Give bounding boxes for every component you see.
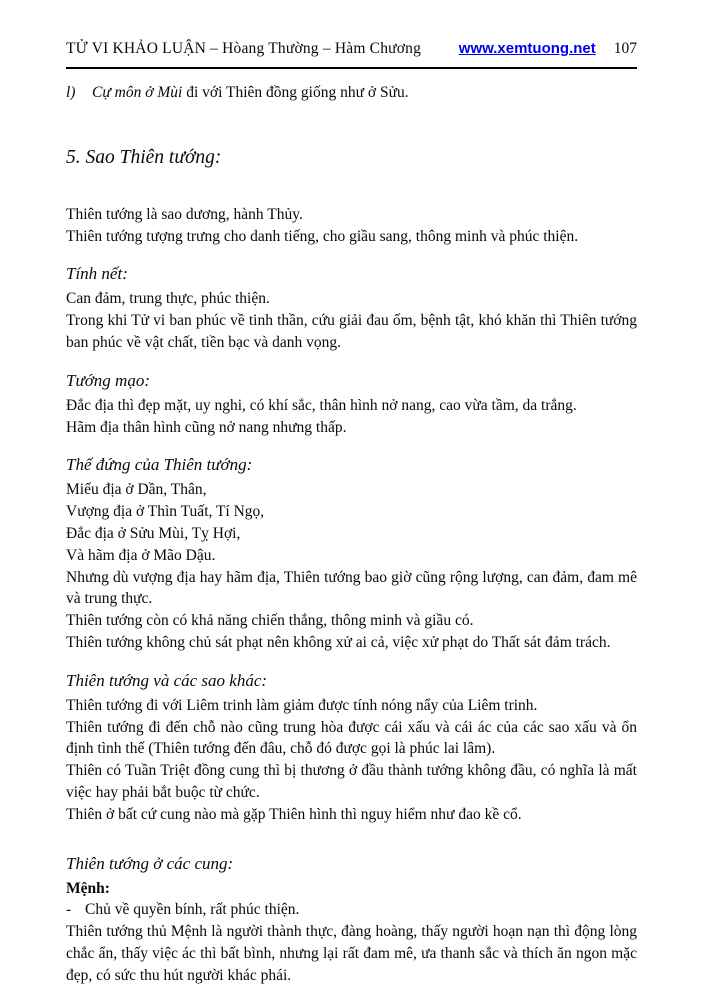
the-dung-line-6: Thiên tướng không chủ sát phạt nên không xử ai cả, việc xử phạt do Thất sát đảm trách.: [66, 633, 611, 651]
intro-line-2: Thiên tướng tượng trưng cho danh tiếng, cho giầu sang, thông minh và phúc thiện.: [66, 227, 579, 245]
list-item-normal-text: đi với Thiên đồng giống như ở Sửu.: [182, 84, 409, 101]
section-heading-cac-sao-khac: Thiên tướng và các sao khác:: [66, 670, 268, 690]
section-tuong-mao: [66, 369, 637, 439]
the-dung-line-3: Đắc địa ở Sửu Mùi, Tỵ Hợi,: [66, 524, 241, 542]
the-dung-line-2: Vượng địa ở Thìn Tuất, Tí Ngọ,: [66, 503, 265, 521]
list-item-text: [92, 82, 409, 104]
tuong-mao-line-2: Hãm địa thân hình cũng nở nang nhưng thấp.: [66, 418, 347, 436]
header-divider: [66, 67, 637, 69]
cac-sao-khac-paragraph-1: Thiên tướng đi đến chỗ nào cũng trung hòa được cái xấu và cái ác của các sao xấu và ổn định tình thế (Thiên tướng đến đâu, chỗ đó được gọi là phúc lai lâm).: [66, 718, 637, 758]
section-heading-tinh-net: Tính nết:: [66, 264, 128, 284]
intro-section: [66, 204, 637, 248]
section-tinh-net: [66, 262, 637, 353]
intro-line-1: Thiên tướng là sao dương, hành Thủy.: [66, 205, 303, 223]
main-heading: 5. Sao Thiên tướng:: [66, 146, 222, 168]
cac-sao-khac-line-2: Thiên ở bất cứ cung nào mà gặp Thiên hình thì nguy hiểm như đao kề cổ.: [66, 805, 522, 823]
section-cac-cung: [66, 852, 637, 987]
tuong-mao-line-1: Đắc địa thì đẹp mặt, uy nghi, có khí sắc, thân hình nở nang, cao vừa tầm, da trắng.: [66, 396, 577, 414]
section-heading-tuong-mao: Tướng mạo:: [66, 370, 150, 390]
menh-paragraph: Thiên tướng thủ Mệnh là người thành thực, đàng hoàng, thấy người hoạn nạn thì động lòng chắc ẩn, thấy việc ác thì bất bình, nhưng lại rất đam mê, ưa thanh sắc và thích ăn ngon mặc đẹp, có sức thu hút người khác phái.: [66, 923, 637, 984]
list-item-marker: l): [66, 84, 76, 101]
the-dung-line-1: Miếu địa ở Dần, Thân,: [66, 481, 207, 499]
the-dung-line-4: Và hãm địa ở Mão Dậu.: [66, 546, 216, 564]
cac-sao-khac-paragraph-2: Thiên có Tuần Triệt đồng cung thì bị thương ở đầu thành tướng không đầu, có nghĩa là mất việc hay phải bắt buộc từ chức.: [66, 762, 637, 801]
tinh-net-paragraph: Trong khi Tử vi ban phúc về tinh thần, cứu giải đau ốm, bệnh tật, khó khăn thì Thiên tướng ban phúc về vật chất, tiền bạc và danh vọng.: [66, 312, 637, 351]
page-number: 107: [613, 40, 637, 57]
website-link[interactable]: www.xemtuong.net: [458, 40, 596, 57]
section-cac-sao-khac: [66, 669, 637, 826]
list-item-italic-lead: Cự môn ở Mùi: [92, 84, 183, 101]
page-header: [66, 40, 637, 58]
dash-marker: -: [66, 901, 72, 919]
section-heading-the-dung: Thế đứng của Thiên tướng:: [66, 455, 253, 475]
section-heading-cac-cung: Thiên tướng ở các cung:: [66, 853, 234, 873]
menh-bullet: [66, 899, 637, 921]
section-the-dung: [66, 453, 637, 653]
list-item-l: [66, 82, 637, 104]
the-dung-line-5: Thiên tướng còn có khả năng chiến thắng, thông minh và giầu có.: [66, 612, 474, 630]
book-title: TỬ VI KHẢO LUẬN – Hòang Thường – Hàm Chương: [66, 40, 422, 57]
tinh-net-line-1: Can đảm, trung thực, phúc thiện.: [66, 290, 270, 308]
menh-bullet-text: Chủ về quyền bính, rất phúc thiện.: [85, 901, 300, 919]
cac-sao-khac-line-1: Thiên tướng đi với Liêm trinh làm giảm được tính nóng nẩy của Liêm trinh.: [66, 696, 538, 714]
the-dung-paragraph-1: Nhưng dù vượng địa hay hãm địa, Thiên tướng bao giờ cũng rộng lượng, can đảm, đam mê và trung thực.: [66, 568, 637, 608]
sub-heading-menh: Mệnh:: [66, 879, 110, 897]
